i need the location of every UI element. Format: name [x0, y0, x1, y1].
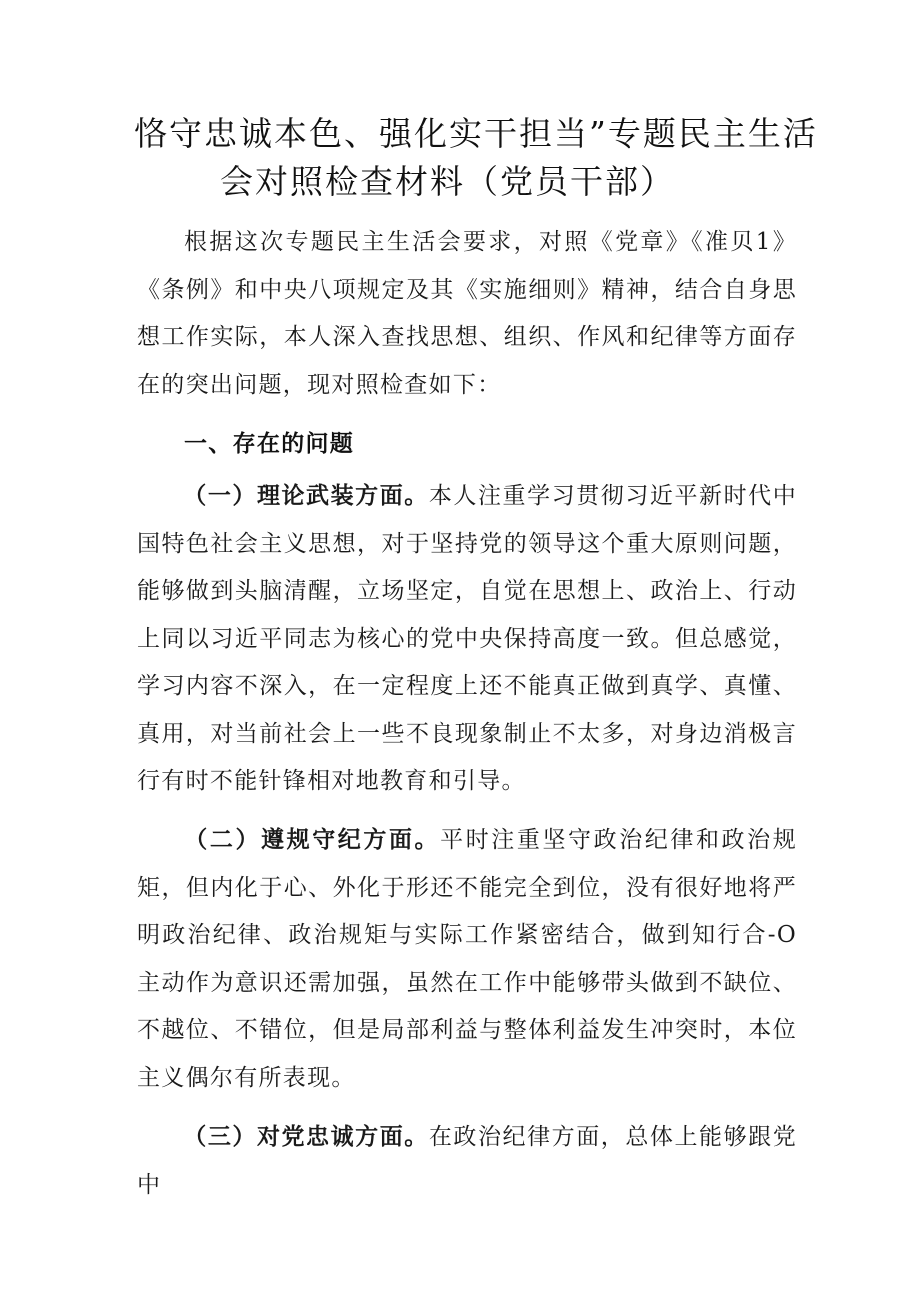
- section-heading: 一、存在的问题: [184, 430, 355, 457]
- item-2-body: 平时注重坚守政治纪律和政治规矩，但内化于心、外化于形还不能完全到位，没有很好地将严明政治纪律、政治规矩与实际工作紧密结合，做到知行合-O主动作为意识还需加强，虽然在工作中能够带头做到不缺位、不越位、不错位，但是局部利益与整体利益发生冲突时，本位主义偶尔有所表现。: [137, 827, 798, 1091]
- item-1-lead: （一）理论武装方面。: [183, 483, 429, 509]
- item-3-lead: （三）对党忠诚方面。: [183, 1124, 429, 1150]
- item-3-body: 在政治纪律方面，总体上能够跟党中: [137, 1124, 798, 1198]
- item-3-paragraph: [137, 1114, 797, 1209]
- intro-text: 根据这次专题民主生活会要求，对照《党章》《准贝1》《条例》和中央八项规定及其《实施细则》精神，结合自身思想工作实际，本人深入查找思想、组织、作风和纪律等方面存在的突出问题，现对照检查如下：: [137, 229, 797, 398]
- title-line-2: 会对照检查材料（党员干部）: [220, 162, 675, 201]
- item-2-paragraph: [137, 817, 797, 1102]
- title-line-1: 恪守忠诚本色、强化实干担当”专题民主生活: [134, 114, 818, 153]
- intro-paragraph: [137, 219, 797, 409]
- item-2-lead: （二）遵规守纪方面。: [183, 827, 441, 853]
- item-1-body: 本人注重学习贯彻习近平新时代中国特色社会主义思想，对于坚持党的领导这个重大原则问题，能够做到头脑清醒，立场坚定，自觉在思想上、政治上、行动上同以习近平同志为核心的党中央保持高度一致。但总感觉，学习内容不深入，在一定程度上还不能真正做到真学、真懂、真用，对当前社会上一些不良现象制止不太多，对身边消极言行有时不能针锋相对地教育和引导。: [137, 483, 798, 794]
- item-1-paragraph: [137, 473, 797, 806]
